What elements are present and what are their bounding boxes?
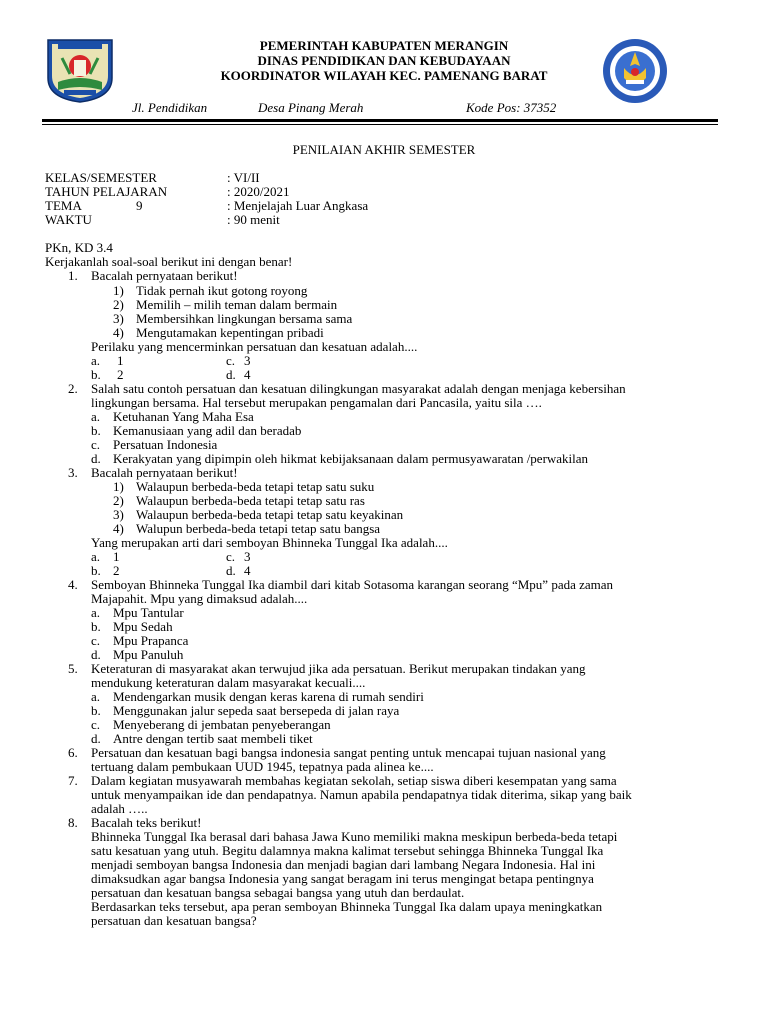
q8-passage-line-2: satu kesatuan yang utuh. Begitu dalamnya makna kalimat tersebut sehingga Bhinneka Tunggal Ika <box>91 843 604 858</box>
q8-passage-line-1: Bhinneka Tunggal Ika berasal dari bahasa Jawa Kuno memiliki makna meskipun berbeda-beda tetapi <box>91 829 618 844</box>
q8-passage-line-5: persatuan dan kesatuan bangsa sebagai bangsa yang utuh dan berdaulat. <box>91 885 465 900</box>
letterhead-rule-thin <box>42 124 718 125</box>
q7-number: 7. <box>68 773 78 788</box>
q3-option-value: 2 <box>113 563 120 578</box>
q5-option-text: Menggunakan jalur sepeda saat bersepeda di jalan raya <box>113 703 400 718</box>
q4-option-text: Mpu Tantular <box>113 605 184 620</box>
q8-passage-line-3: menjadi semboyan bangsa Indonesia dan menjadi bagian dari lambang Negara Indonesia. Hal ini <box>91 857 596 872</box>
q3-item-text: Walupun berbeda-beda tetapi tetap satu bangsa <box>136 521 381 536</box>
q7-stem-line-1: Dalam kegiatan musyawarah membahas kegiatan sekolah, setiap siswa diberi kesempatan yang sama <box>91 773 617 788</box>
q3-number: 3. <box>68 465 78 480</box>
waktu-value: : 90 menit <box>227 212 280 227</box>
q2-stem-line-1: Salah satu contoh persatuan dan kesatuan dilingkungan masyarakat adalah dengan menjaga kebersihan <box>91 381 626 396</box>
q1-option-value: 3 <box>244 353 251 368</box>
q6-stem-line-2: tertuang dalam pembukaan UUD 1945, tepatnya pada alinea ke.... <box>91 759 434 774</box>
tahun-value: : 2020/2021 <box>227 184 290 199</box>
q4-option-text: Mpu Prapanca <box>113 633 189 648</box>
q1-item-num: 4) <box>113 325 124 340</box>
q2-stem-line-2: lingkungan bersama. Hal tersebut merupakan pengamalan dari Pancasila, yaitu sila …. <box>91 395 542 410</box>
waktu-label: WAKTU <box>45 212 92 227</box>
q1-item-text: Tidak pernah ikut gotong royong <box>136 283 308 298</box>
subject-label: PKn, KD 3.4 <box>45 240 113 255</box>
q5-option-letter: b. <box>91 703 101 718</box>
q4-option-text: Mpu Panuluh <box>113 647 184 662</box>
q2-option-letter: d. <box>91 451 101 466</box>
tut-wuri-handayani-logo <box>602 38 668 104</box>
q3-item-num: 3) <box>113 507 124 522</box>
q5-option-letter: a. <box>91 689 101 704</box>
header-line-2: DINAS PENDIDIKAN DAN KEBUDAYAAN <box>257 53 511 68</box>
q4-option-letter: a. <box>91 605 101 620</box>
instruction: Kerjakanlah soal-soal berikut ini dengan benar! <box>45 254 293 269</box>
q3-option-letter: b. <box>91 563 101 578</box>
address-village: Desa Pinang Merah <box>258 100 364 115</box>
kelas-label: KELAS/SEMESTER <box>45 170 157 185</box>
q7-stem-line-3: adalah ….. <box>91 801 148 816</box>
q2-option-text: Kemanusiaan yang adil dan beradab <box>113 423 302 438</box>
q3-option-letter: c. <box>226 549 236 564</box>
q4-option-letter: d. <box>91 647 101 662</box>
q5-number: 5. <box>68 661 78 676</box>
q4-stem-line-1: Semboyan Bhinneka Tunggal Ika diambil dari kitab Sotasoma karangan seorang “Mpu” pada zaman <box>91 577 614 592</box>
address-street: Jl. Pendidikan <box>132 100 208 115</box>
q8-passage-line-4: dimaksudkan agar bangsa Indonesia yang sangat beragam ini terus mengingat betapa pentingnya <box>91 871 594 886</box>
q5-option-text: Antre dengan tertib saat membeli tiket <box>113 731 313 746</box>
q1-stem: Bacalah pernyataan berikut! <box>91 268 238 283</box>
q1-option-value: 4 <box>244 367 251 382</box>
q8-question-line-1: Berdasarkan teks tersebut, apa peran semboyan Bhinneka Tunggal Ika dalam upaya meningkatkan <box>91 899 603 914</box>
q1-item-num: 1) <box>113 283 124 298</box>
header-line-3: KOORDINATOR WILAYAH KEC. PAMENANG BARAT <box>220 68 548 83</box>
q8-question-line-2: persatuan dan kesatuan bangsa? <box>91 913 257 928</box>
q1-option-value: 1 <box>117 353 124 368</box>
q1-item-text: Memilih – milih teman dalam bermain <box>136 297 338 312</box>
q3-option-letter: a. <box>91 549 101 564</box>
q8-number: 8. <box>68 815 78 830</box>
q3-option-value: 4 <box>244 563 251 578</box>
q5-option-text: Mendengarkan musik dengan keras karena di rumah sendiri <box>113 689 424 704</box>
page-title: PENILAIAN AKHIR SEMESTER <box>292 142 476 157</box>
q3-option-value: 1 <box>113 549 120 564</box>
q4-option-text: Mpu Sedah <box>113 619 173 634</box>
q1-option-letter: c. <box>226 353 236 368</box>
q1-option-letter: a. <box>91 353 101 368</box>
q5-option-letter: c. <box>91 717 101 732</box>
tema-value: : Menjelajah Luar Angkasa <box>227 198 369 213</box>
q3-item-num: 1) <box>113 479 124 494</box>
q3-option-value: 3 <box>244 549 251 564</box>
q6-number: 6. <box>68 745 78 760</box>
q1-option-value: 2 <box>117 367 124 382</box>
tahun-label: TAHUN PELAJARAN <box>45 184 168 199</box>
q3-item-text: Walaupun berbeda-beda tetapi tetap satu ras <box>136 493 365 508</box>
address-postcode: Kode Pos: 37352 <box>466 100 557 115</box>
header-line-1: PEMERINTAH KABUPATEN MERANGIN <box>259 38 509 53</box>
q8-stem: Bacalah teks berikut! <box>91 815 202 830</box>
q7-stem-line-2: untuk menyampaikan ide dan pendapatnya. Namun apabila pendapatnya tidak diterima, sikap yang baik <box>91 787 632 802</box>
q5-stem-line-2: mendukung keteraturan dalam masyarakat kecuali.... <box>91 675 366 690</box>
q3-item-num: 4) <box>113 521 124 536</box>
q2-option-text: Ketuhanan Yang Maha Esa <box>113 409 254 424</box>
q5-stem-line-1: Keteraturan di masyarakat akan terwujud jika ada persatuan. Berikut merupakan tindakan yang <box>91 661 586 676</box>
q3-question: Yang merupakan arti dari semboyan Bhinneka Tunggal Ika adalah.... <box>91 535 448 550</box>
q3-item-text: Walaupun berbeda-beda tetapi tetap satu suku <box>136 479 375 494</box>
q5-option-text: Menyeberang di jembatan penyeberangan <box>113 717 331 732</box>
letterhead-rule-thick <box>42 119 718 122</box>
q2-option-text: Kerakyatan yang dipimpin oleh hikmat kebijaksanaan dalam permusyawaratan /perwakilan <box>113 451 589 466</box>
q1-option-letter: b. <box>91 367 101 382</box>
q1-number: 1. <box>68 268 78 283</box>
q2-number: 2. <box>68 381 78 396</box>
q4-option-letter: b. <box>91 619 101 634</box>
q2-option-letter: c. <box>91 437 101 452</box>
q4-number: 4. <box>68 577 78 592</box>
q1-item-num: 2) <box>113 297 124 312</box>
q6-stem-line-1: Persatuan dan kesatuan bagi bangsa indonesia sangat penting untuk mencapai tujuan nasional yang <box>91 745 606 760</box>
kelas-value: : VI/II <box>227 170 260 185</box>
tema-number: 9 <box>136 198 143 213</box>
q2-option-text: Persatuan Indonesia <box>113 437 218 452</box>
q3-stem: Bacalah pernyataan berikut! <box>91 465 238 480</box>
q5-option-letter: d. <box>91 731 101 746</box>
q2-option-letter: b. <box>91 423 101 438</box>
q1-question: Perilaku yang mencerminkan persatuan dan kesatuan adalah.... <box>91 339 418 354</box>
q4-stem-line-2: Majapahit. Mpu yang dimaksud adalah.... <box>91 591 308 606</box>
tema-label: TEMA <box>45 198 82 213</box>
q2-option-letter: a. <box>91 409 101 424</box>
q4-option-letter: c. <box>91 633 101 648</box>
q1-item-text: Membersihkan lingkungan bersama sama <box>136 311 353 326</box>
q3-item-text: Walaupun berbeda-beda tetapi tetap satu keyakinan <box>136 507 404 522</box>
q1-option-letter: d. <box>226 367 236 382</box>
q1-item-text: Mengutamakan kepentingan pribadi <box>136 325 324 340</box>
q3-item-num: 2) <box>113 493 124 508</box>
q3-option-letter: d. <box>226 563 236 578</box>
q1-item-num: 3) <box>113 311 124 326</box>
